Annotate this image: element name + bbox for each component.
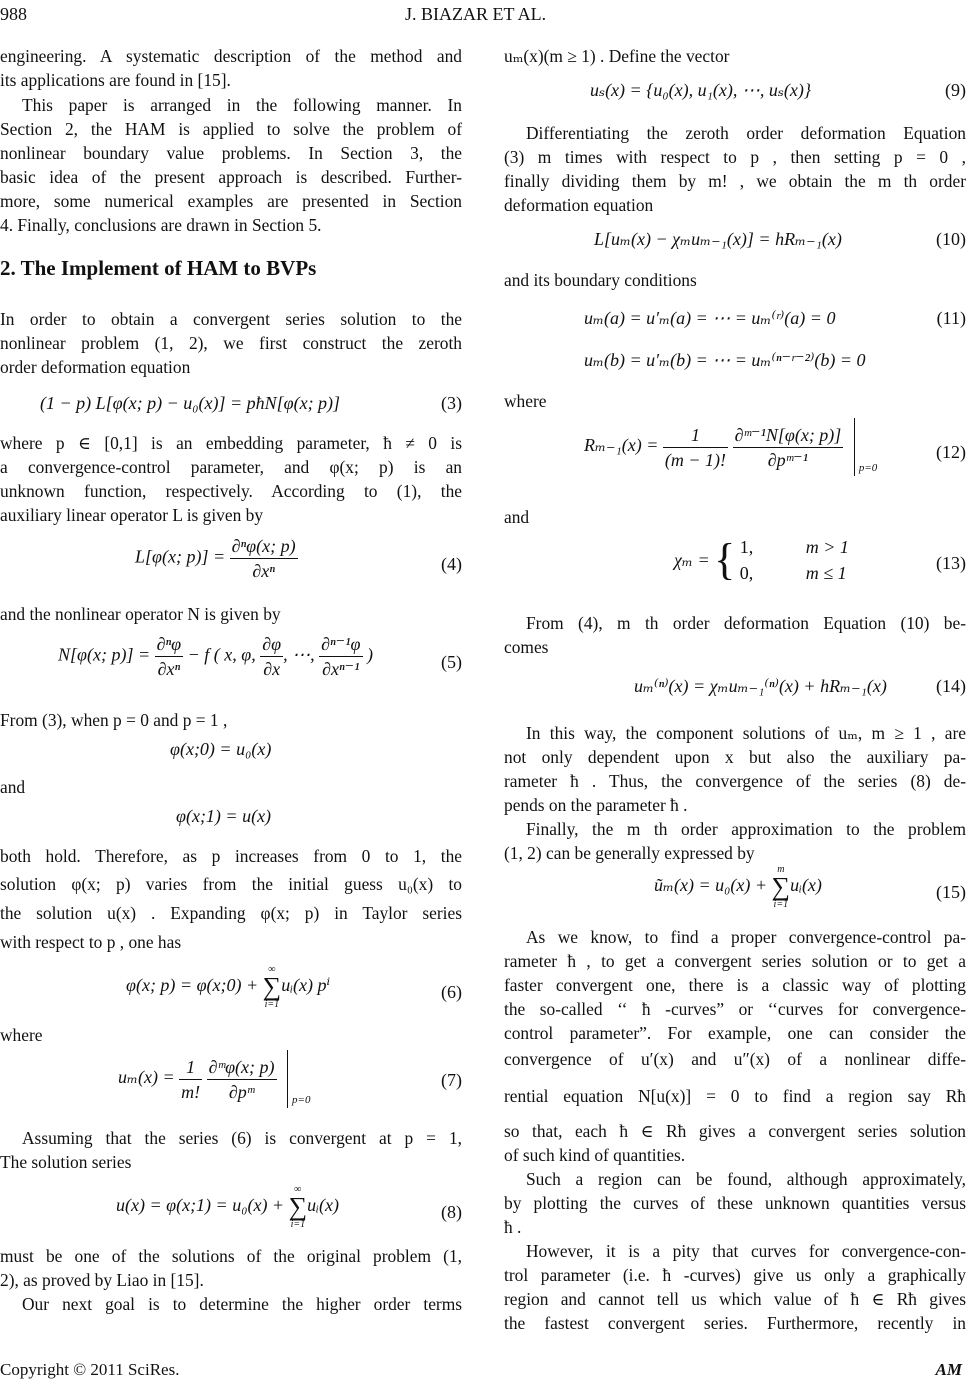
text-line: ħ .	[504, 1217, 522, 1237]
equation-phi0: φ(x;0) = u₀(x)	[170, 739, 272, 759]
text-line: where	[504, 391, 547, 411]
equation-7: uₘ(x) = $\frac{1}{m!}$ $\frac{\text{∂ᵐφ(x; p)}}{\text{∂pᵐ}}$ p=0	[118, 1050, 288, 1108]
text-line: so that, each ħ ∈ Rħ gives a convergent series solution	[504, 1121, 966, 1141]
equation-12: Rₘ₋₁(x) = $\frac{1}{(m - 1)!}$ $\frac{\text{∂ᵐ⁻¹N[φ(x; p)]}}{\text{∂pᵐ⁻¹}}$ p=0	[584, 418, 855, 476]
text-line: Section 2, the HAM is applied to solve the problem of	[0, 119, 462, 139]
equation-3: (1 − p) L[φ(x; p) − u₀(x)] = pħN[φ(x; p)]	[40, 393, 341, 413]
equation-15: ũₘ(x) = u₀(x) + m ∑ i=1 uᵢ(x)	[654, 864, 822, 910]
text-line: the fastest convergent series. Furthermore, recently in	[504, 1313, 966, 1333]
text-line: Such a region can be found, although approximately,	[526, 1169, 966, 1189]
text-line: 4. Finally, conclusions are drawn in Section 5.	[0, 215, 322, 235]
eq4-lhs: L[φ(x; p)] =	[135, 546, 226, 567]
sum-symbol: ∞ ∑ i=1	[288, 1184, 308, 1230]
section-heading: 2. The Implement of HAM to BVPs	[0, 256, 317, 280]
text-line: From (3), when p = 0 and p = 1 ,	[0, 710, 228, 730]
text-line: and	[504, 507, 530, 527]
text-line: pends on the parameter ħ .	[504, 795, 688, 815]
text-line: control parameter”. For example, one can consider the	[504, 1023, 966, 1043]
text-line: and the nonlinear operator N is given by	[0, 604, 281, 624]
equation-number: (10)	[936, 229, 966, 249]
equation-11b: uₘ(b) = u′ₘ(b) = ⋯ = uₘ⁽ⁿ⁻ʳ⁻²⁾(b) = 0	[584, 350, 866, 370]
text-line: In order to obtain a convergent series solution to the	[0, 309, 462, 329]
text-line: more, some numerical examples are presented in Section	[0, 191, 462, 211]
page-number: 988	[0, 4, 27, 24]
text-line: region and cannot tell us which value of ħ ∈ Rħ gives	[504, 1289, 966, 1309]
text-line: faster convergent one, there is a classic way of plotting	[504, 975, 966, 995]
copyright-notice: Copyright © 2011 SciRes.	[0, 1360, 180, 1379]
text-line: solution φ(x; p) varies from the initial guess u₀(x) to	[0, 874, 462, 894]
eq4-fraction: $\frac{\text{∂ⁿφ(x; p)}}{\text{∂xⁿ}}$	[231, 536, 296, 581]
text-line: not only dependent upon x but also the auxiliary pa-	[504, 747, 966, 767]
text-line: its applications are found in [15].	[0, 70, 231, 90]
text-line: Finally, the m th order approximation to the problem	[526, 819, 966, 839]
equation-number: (13)	[936, 553, 966, 573]
equation-13: χₘ = { 1, m > 1 0, m ≤ 1	[674, 535, 849, 584]
text-line: From (4), m th order deformation Equation (10) be-	[526, 613, 966, 633]
text-line: In this way, the component solutions of uₘ, m ≥ 1 , are	[526, 723, 966, 743]
text-line: Assuming that the series (6) is convergent at p = 1,	[22, 1128, 462, 1148]
sum-symbol: m ∑ i=1	[771, 864, 791, 910]
text-line: the so-called ‘‘ ħ -curves” or ‘‘curves for convergence-	[504, 999, 966, 1019]
equation-10: L[uₘ(x) − χₘuₘ₋₁(x)] = hRₘ₋₁(x)	[594, 229, 842, 249]
right-column	[504, 44, 966, 1344]
equation-number: (6)	[441, 982, 462, 1002]
text-line: The solution series	[0, 1152, 132, 1172]
text-line: and its boundary conditions	[504, 270, 697, 290]
text-line: nonlinear boundary value problems. In Section 3, the	[0, 143, 462, 163]
text-line: rential equation N[u(x)] = 0 to find a region say Rħ	[504, 1086, 966, 1106]
text-line: This paper is arranged in the following manner. In	[22, 95, 462, 115]
text-line: basic idea of the present approach is described. Further-	[0, 167, 462, 187]
text-line: both hold. Therefore, as p increases from 0 to 1, the	[0, 846, 462, 866]
text-line: trol parameter (i.e. ħ -curves) give us only a graphically	[504, 1265, 966, 1285]
text-line: a convergence-control parameter, and φ(x; p) is an	[0, 457, 462, 477]
text-line: of such kind of quantities.	[504, 1145, 686, 1165]
text-line: convergence of u′(x) and u″(x) of a nonlinear diffe-	[504, 1049, 966, 1069]
text-line: nonlinear problem (1, 2), we first construct the zeroth	[0, 333, 462, 353]
equation-number: (3)	[441, 393, 462, 413]
equation-14: uₘ⁽ⁿ⁾(x) = χₘuₘ₋₁⁽ⁿ⁾(x) + hRₘ₋₁(x)	[634, 676, 887, 696]
text-line: by plotting the curves of these unknown quantities versus	[504, 1193, 966, 1213]
equation-8: u(x) = φ(x;1) = u₀(x) + ∞ ∑ i=1 uᵢ(x)	[116, 1184, 339, 1230]
equation-number: (5)	[441, 652, 462, 672]
text-line: the solution u(x) . Expanding φ(x; p) in Taylor series	[0, 903, 462, 923]
text-line: order deformation equation	[0, 357, 191, 377]
text-line: However, it is a pity that curves for convergence-con-	[526, 1241, 966, 1261]
text-line: uₘ(x)(m ≥ 1) . Define the vector	[504, 46, 730, 66]
equation-number: (7)	[441, 1070, 462, 1090]
equation-phi1: φ(x;1) = u(x)	[176, 806, 272, 826]
equation-number: (12)	[936, 442, 966, 462]
equation-11a: uₘ(a) = u′ₘ(a) = ⋯ = uₘ⁽ʳ⁾(a) = 0	[584, 308, 836, 328]
equation-number: (9)	[945, 80, 966, 100]
text-line: finally dividing them by m! , we obtain the m th order	[504, 171, 966, 191]
equation-5: N[φ(x; p)] = $\frac{\text{∂ⁿφ}}{\text{∂xⁿ}}$ − f ( x, φ, $\frac{\partial\varphi}{\partial x}$ , ⋯, $\frac{\text{∂ⁿ⁻¹φ}}{\text{∂xⁿ⁻¹}}$ )	[58, 634, 373, 679]
equation-number: (14)	[936, 676, 966, 696]
equation-4	[135, 534, 298, 583]
journal-abbreviation: AM	[935, 1360, 962, 1379]
text-line: As we know, to find a proper convergence-control pa-	[526, 927, 966, 947]
text-line: Differentiating the zeroth order deformation Equation	[526, 123, 966, 143]
text-line: where p ∈ [0,1] is an embedding parameter, ħ ≠ 0 is	[0, 433, 462, 453]
text-line: where	[0, 1025, 43, 1045]
text-line: 2), as proved by Liao in [15].	[0, 1270, 204, 1290]
equation-6: φ(x; p) = φ(x;0) + ∞ ∑ i=1 uᵢ(x) pⁱ	[126, 964, 331, 1010]
text-line: auxiliary linear operator L is given by	[0, 505, 264, 525]
text-line: with respect to p , one has	[0, 932, 182, 952]
equation-number: (4)	[441, 554, 462, 574]
text-line: (1, 2) can be generally expressed by	[504, 843, 755, 863]
text-line: (3) m times with respect to p , then setting p = 0 ,	[504, 147, 966, 167]
running-title: J. BIAZAR ET AL.	[405, 4, 547, 24]
left-column	[0, 44, 462, 1344]
equation-number: (8)	[441, 1202, 462, 1222]
sum-symbol: ∞ ∑ i=1	[262, 964, 282, 1010]
equation-9: uₛ(x) = {u₀(x), u₁(x), ⋯, uₛ(x)}	[590, 80, 812, 100]
text-line: and	[0, 777, 26, 797]
text-line: rameter ħ , to get a convergent series solution or to get a	[504, 951, 966, 971]
text-line: Our next goal is to determine the higher order terms	[22, 1294, 462, 1314]
text-line: must be one of the solutions of the original problem (1,	[0, 1246, 462, 1266]
evaluation-bar: p=0	[854, 418, 855, 476]
text-line: deformation equation	[504, 195, 654, 215]
text-line: comes	[504, 637, 549, 657]
equation-number: (11)	[936, 308, 966, 328]
text-line: rameter ħ . Thus, the convergence of the series (8) de-	[504, 771, 966, 791]
evaluation-bar: p=0	[287, 1050, 288, 1108]
text-line: engineering. A systematic description of the method and	[0, 46, 462, 66]
equation-number: (15)	[936, 882, 966, 902]
text-line: unknown function, respectively. According to (1), the	[0, 481, 462, 501]
